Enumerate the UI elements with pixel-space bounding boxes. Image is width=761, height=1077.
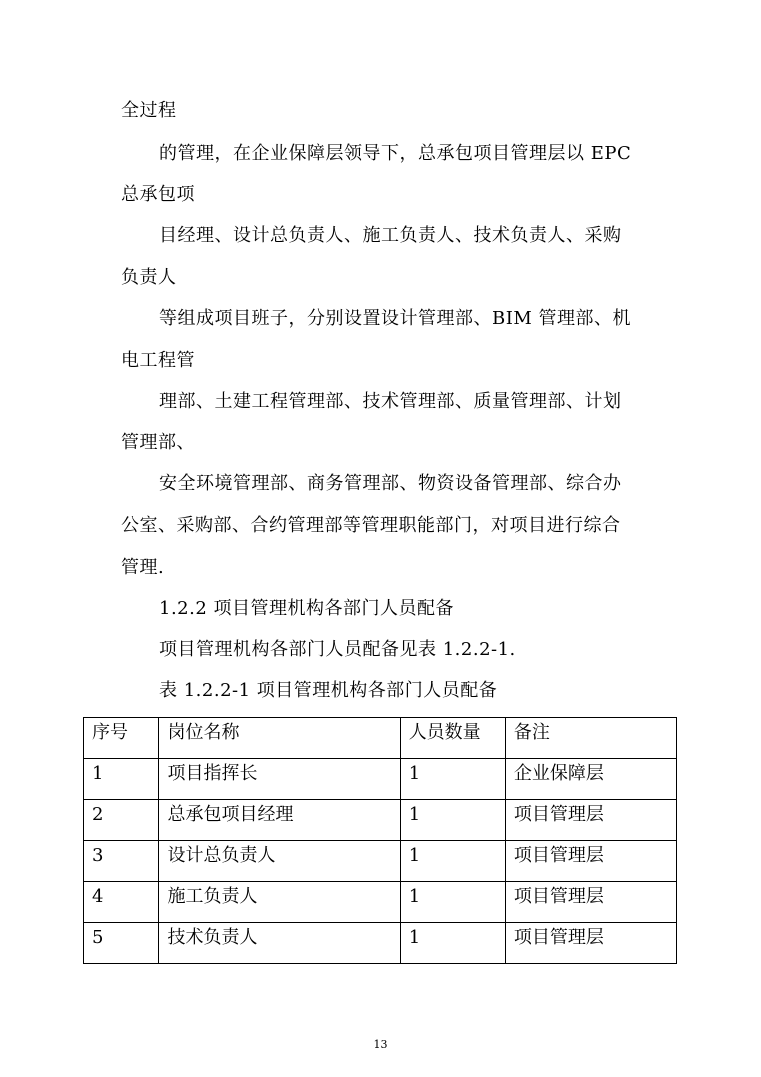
- body-text-line: 全过程: [121, 100, 177, 121]
- header-cell-index: 序号: [84, 718, 159, 759]
- cell-position: 技术负责人: [159, 923, 400, 964]
- header-cell-position: 岗位名称: [159, 718, 400, 759]
- section-heading: 1.2.2 项目管理机构各部门人员配备: [159, 598, 455, 619]
- cell-remark: 项目管理层: [505, 923, 676, 964]
- table-row: [84, 800, 677, 841]
- table-row: [84, 882, 677, 923]
- table-row: [84, 923, 677, 964]
- cell-remark: 项目管理层: [505, 882, 676, 923]
- body-text-line: 总承包项: [121, 184, 195, 205]
- cell-index: 5: [84, 923, 159, 964]
- table-caption: 表 1.2.2-1 项目管理机构各部门人员配备: [159, 680, 498, 701]
- body-text-line: 的管理，在企业保障层领导下，总承包项目管理层以 EPC: [159, 143, 632, 164]
- body-text-line: 管理部、: [121, 432, 195, 453]
- cell-position: 项目指挥长: [159, 759, 400, 800]
- body-text-line: 理部、土建工程管理部、技术管理部、质量管理部、计划: [159, 391, 622, 412]
- cell-count: 1: [400, 841, 505, 882]
- body-text-line: 公室、采购部、合约管理部等管理职能部门，对项目进行综合: [121, 515, 621, 536]
- page-number: 13: [373, 1038, 388, 1051]
- header-cell-count: 人员数量: [400, 718, 505, 759]
- staff-allocation-table: [83, 717, 677, 964]
- section-intro: 项目管理机构各部门人员配备见表 1.2.2-1.: [159, 639, 516, 660]
- cell-position: 设计总负责人: [159, 841, 400, 882]
- cell-index: 1: [84, 759, 159, 800]
- cell-count: 1: [400, 882, 505, 923]
- cell-index: 2: [84, 800, 159, 841]
- body-text-line: 等组成项目班子，分别设置设计管理部、BIM 管理部、机: [159, 308, 631, 329]
- cell-remark: 项目管理层: [505, 800, 676, 841]
- cell-count: 1: [400, 923, 505, 964]
- cell-position: 施工负责人: [159, 882, 400, 923]
- cell-index: 3: [84, 841, 159, 882]
- body-text-line: 目经理、设计总负责人、施工负责人、技术负责人、采购: [159, 225, 622, 246]
- cell-index: 4: [84, 882, 159, 923]
- table-header-row: [84, 718, 677, 759]
- cell-remark: 企业保障层: [505, 759, 676, 800]
- table-row: [84, 841, 677, 882]
- body-text-line: 管理.: [121, 557, 165, 578]
- cell-count: 1: [400, 759, 505, 800]
- cell-remark: 项目管理层: [505, 841, 676, 882]
- cell-position: 总承包项目经理: [159, 800, 400, 841]
- cell-count: 1: [400, 800, 505, 841]
- body-text-line: 电工程管: [121, 350, 195, 371]
- body-text-line: 负责人: [121, 267, 177, 288]
- table-row: [84, 759, 677, 800]
- header-cell-remark: 备注: [505, 718, 676, 759]
- body-text-line: 安全环境管理部、商务管理部、物资设备管理部、综合办: [159, 473, 622, 494]
